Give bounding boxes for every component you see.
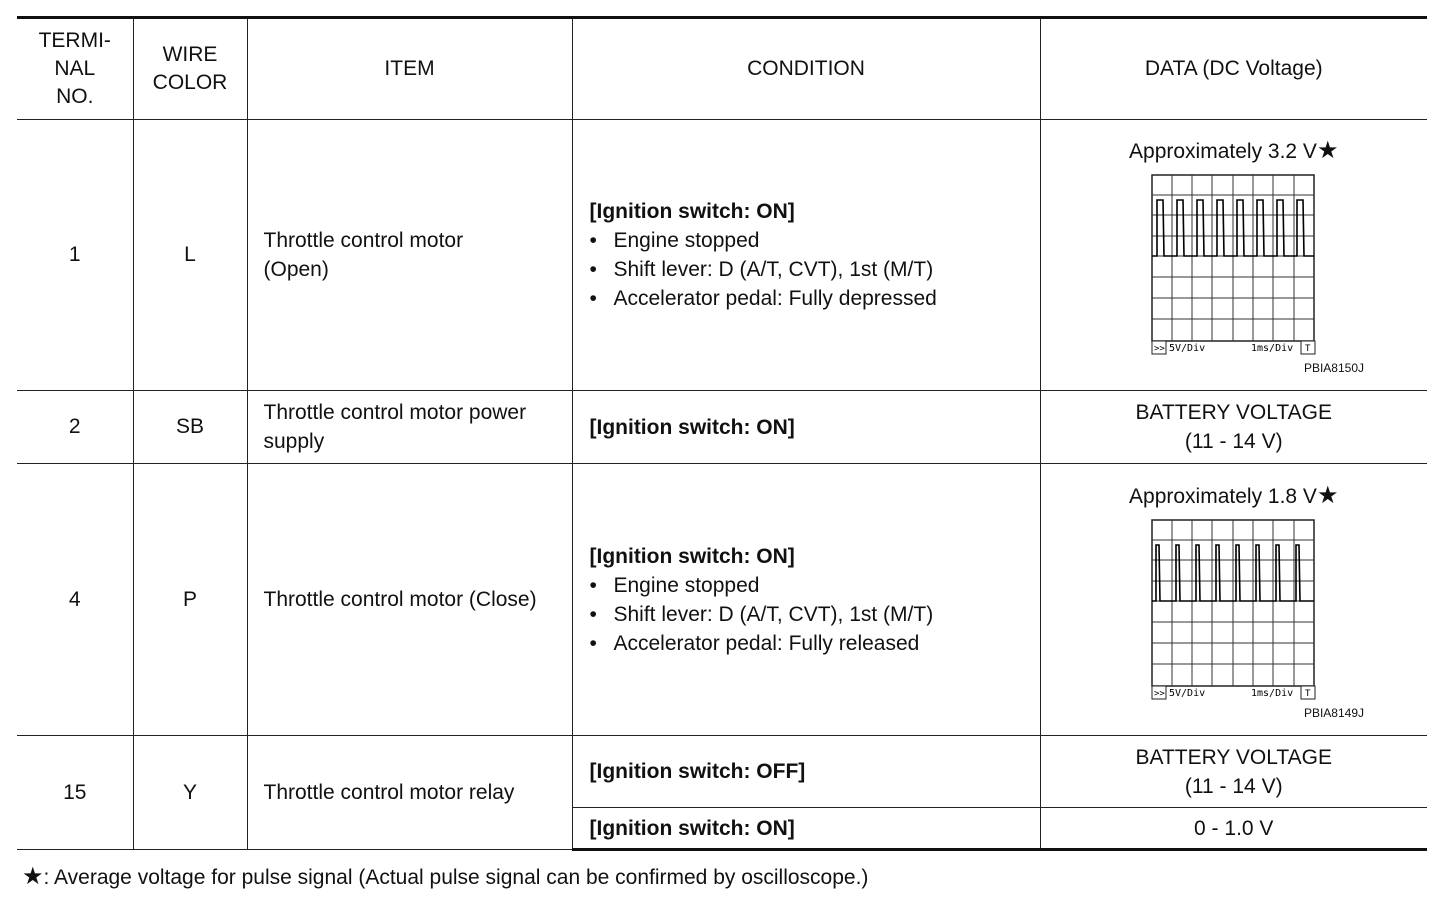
terminal-cell: 1 (17, 120, 133, 391)
terminal-cell: 15 (17, 736, 133, 850)
scope-trigger-label: T (1304, 688, 1311, 699)
terminal-cell: 4 (17, 464, 133, 736)
condition-cell (572, 464, 1040, 736)
table-row (17, 120, 1427, 391)
condition-heading: [Ignition switch: ON] (589, 544, 795, 568)
item-cell: Throttle control motor power supply (247, 391, 572, 464)
header-wire-color: WIRE COLOR (133, 18, 247, 120)
condition-bullet: • Shift lever: D (A/T, CVT), 1st (M/T) (590, 600, 1040, 629)
footnote-text: : Average voltage for pulse signal (Actual pulse signal can be confirmed by oscilloscope.) (43, 866, 869, 889)
condition-heading: [Ignition switch: OFF] (589, 760, 806, 783)
condition-cell (572, 736, 1040, 808)
terminal-cell: 2 (17, 391, 133, 464)
average-voltage: Approximately 1.8 V★ (1129, 481, 1339, 509)
header-data: DATA (DC Voltage) (1040, 18, 1427, 120)
data-cell: BATTERY VOLTAGE (11 - 14 V) (1040, 736, 1427, 808)
wire-color-cell: L (133, 120, 247, 391)
header-item: ITEM (247, 18, 572, 120)
wire-color-cell: Y (133, 736, 247, 850)
scope-volts-per-div: 5V/Div (1168, 343, 1205, 354)
scope-time-per-div: 1ms/Div (1250, 687, 1293, 699)
star-icon: ★ (1316, 137, 1339, 164)
condition-bullet: • Engine stopped (590, 571, 1040, 600)
scope-time-per-div: 1ms/Div (1250, 343, 1293, 354)
table-row (17, 464, 1427, 736)
condition-heading: [Ignition switch: ON] (589, 415, 795, 439)
table-row (17, 736, 1427, 808)
figure-id: PBIA8150J (1303, 361, 1364, 375)
scope-volts-per-div: 5V/Div (1168, 687, 1205, 699)
condition-bullet: • Accelerator pedal: Fully depressed (590, 284, 1040, 313)
data-cell: 0 - 1.0 V (1040, 808, 1427, 850)
condition-cell (572, 120, 1040, 391)
condition-bullet: • Accelerator pedal: Fully released (590, 629, 1040, 658)
oscilloscope-waveform (1151, 519, 1317, 701)
condition-cell (572, 808, 1040, 850)
scope-arrow-label: >> (1153, 344, 1165, 354)
terminal-data-table (17, 16, 1427, 851)
item-cell: Throttle control motor relay (247, 736, 572, 850)
data-cell (1040, 464, 1427, 736)
data-cell (1040, 120, 1427, 391)
table-row (17, 391, 1427, 464)
star-icon: ★ (22, 863, 44, 890)
condition-bullet: • Engine stopped (590, 226, 1040, 255)
oscilloscope-waveform (1151, 174, 1317, 356)
scope-trigger-label: T (1304, 344, 1311, 354)
condition-heading: [Ignition switch: ON] (589, 816, 795, 840)
average-voltage: Approximately 3.2 V★ (1129, 137, 1339, 164)
condition-cell (572, 391, 1040, 464)
data-cell: BATTERY VOLTAGE (11 - 14 V) (1040, 391, 1427, 464)
item-cell: Throttle control motor (Open) (247, 120, 572, 391)
header-terminal: TERMI- NAL NO. (17, 18, 133, 120)
footnote (22, 862, 868, 891)
item-cell: Throttle control motor (Close) (247, 464, 572, 736)
star-icon: ★ (1316, 481, 1339, 509)
scope-arrow-label: >> (1153, 688, 1165, 699)
condition-heading: [Ignition switch: ON] (589, 200, 795, 223)
header-row (17, 18, 1427, 120)
condition-bullet: • Shift lever: D (A/T, CVT), 1st (M/T) (590, 255, 1040, 284)
header-condition: CONDITION (572, 18, 1040, 120)
figure-id: PBIA8149J (1303, 705, 1364, 720)
wire-color-cell: P (133, 464, 247, 736)
wire-color-cell: SB (133, 391, 247, 464)
